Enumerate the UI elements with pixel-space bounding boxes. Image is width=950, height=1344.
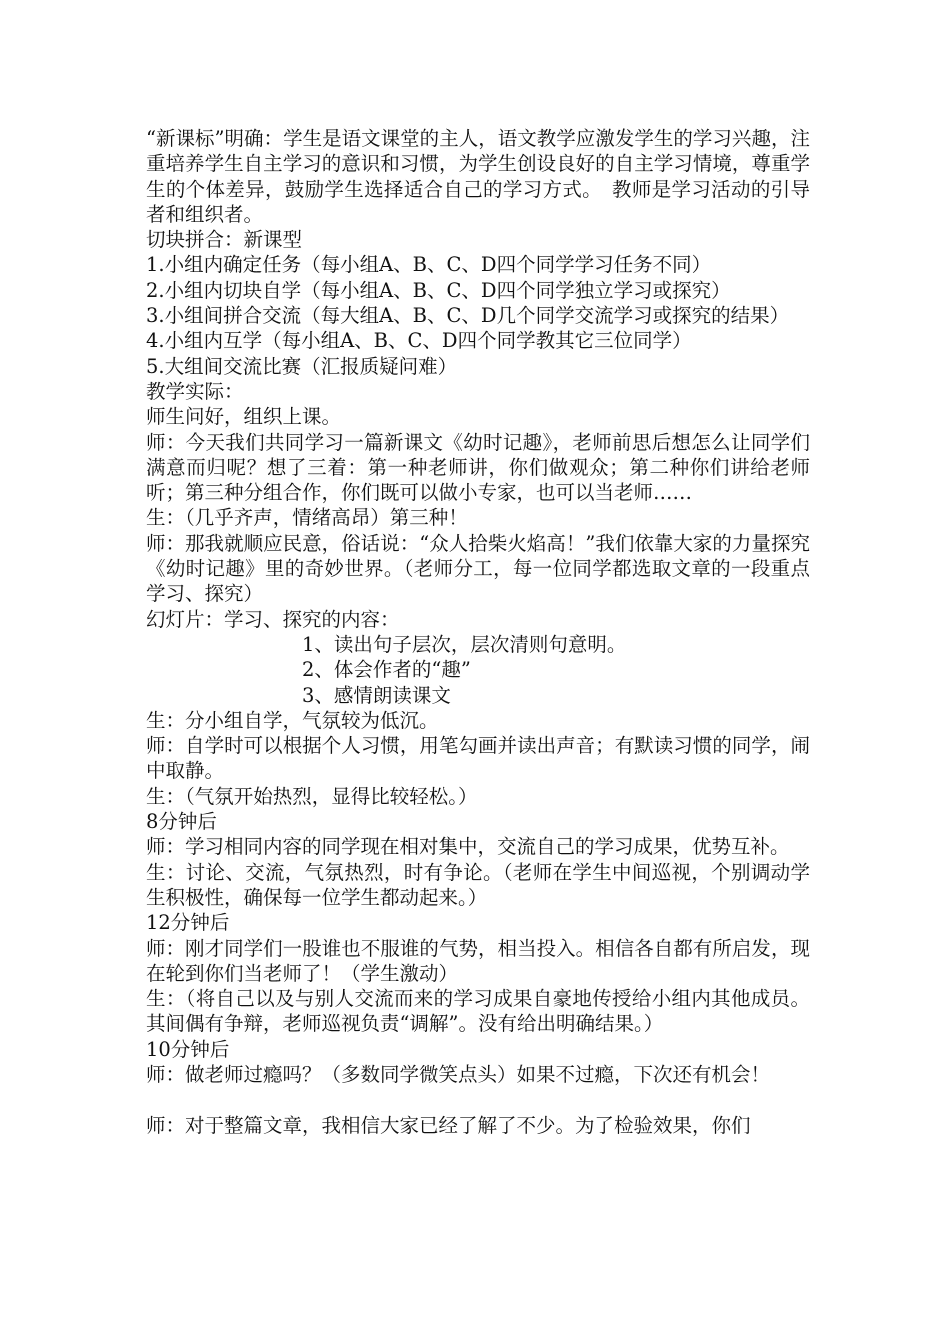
- paragraph: 教学实际：: [146, 379, 244, 403]
- paragraph: [146, 1087, 810, 1112]
- slide-list-item: 2、体会作者的“趣”: [302, 658, 471, 682]
- paragraph: 师：对于整篇文章，我相信大家已经了解了不少。为了检验效果，你们: [146, 1113, 751, 1137]
- paragraph: 生：（几乎齐声，情绪高昂）第三种！: [146, 506, 468, 530]
- paragraph: 师：那我就顺应民意，俗话说：“众人拾柴火焰高！”我们依靠大家的力量探究《幼时记趣》里的奇妙世界。（老师分工，每一位同学都选取文章的一段重点学习、探究）: [146, 531, 810, 606]
- paragraph: 1.小组内确定任务（每小组A、B、C、D四个同学学习任务不同）: [146, 253, 712, 277]
- paragraph: 12分钟后: [146, 911, 230, 935]
- paragraph: 3.小组间拼合交流（每大组A、B、C、D几个同学交流学习或探究的结果）: [146, 304, 790, 328]
- paragraph: 师：刚才同学们一股谁也不服谁的气势，相当投入。相信各自都有所启发，现在轮到你们当老师了！（学生激动）: [146, 936, 810, 985]
- slide-list-item: 1、读出句子层次，层次清则句意明。: [302, 632, 627, 656]
- paragraph: 师：今天我们共同学习一篇新课文《幼时记趣》，老师前思后想怎么让同学们满意而归呢？想了三着：第一种老师讲，你们做观众；第二种你们讲给老师听；第三种分组合作，你们既可以做小专家，也可以当老师……: [146, 430, 810, 505]
- paragraph: 5.大组间交流比赛（汇报质疑问难）: [146, 354, 458, 378]
- paragraph: 师：自学时可以根据个人习惯，用笔勾画并读出声音；有默读习惯的同学，闹中取静。: [146, 734, 810, 783]
- paragraph: 切块拼合：新课型: [146, 228, 303, 252]
- paragraph: 师生问好，组织上课。: [146, 405, 342, 429]
- paragraph: 4.小组内互学（每小组A、B、C、D四个同学教其它三位同学）: [146, 329, 692, 353]
- document-body: [146, 126, 810, 1138]
- paragraph: 生：（将自己以及与别人交流而来的学习成果自豪地传授给小组内其他成员。其间偶有争辩，老师巡视负责“调解”。没有给出明确结果。）: [146, 987, 810, 1036]
- slide-list-item: 3、感情朗读课文: [302, 683, 451, 707]
- paragraph: 2.小组内切块自学（每小组A、B、C、D四个同学独立学习或探究）: [146, 278, 731, 302]
- paragraph: “新课标”明确：学生是语文课堂的主人，语文教学应激发学生的学习兴趣，注重培养学生自主学习的意识和习惯，为学生创设良好的自主学习情境，尊重学生的个体差异，鼓励学生选择适合自己的学习方式。 教师是学习活动的引导者和组织者。: [146, 127, 810, 226]
- paragraph: 师：做老师过瘾吗？（多数同学微笑点头）如果不过瘾，下次还有机会！: [146, 1062, 771, 1086]
- paragraph: 8分钟后: [146, 810, 217, 834]
- paragraph: 师：学习相同内容的同学现在相对集中，交流自己的学习成果，优势互补。: [146, 835, 790, 859]
- paragraph: 生：讨论、交流，气氛热烈，时有争论。（老师在学生中间巡视，个别调动学生积极性，确保每一位学生都动起来。）: [146, 860, 810, 909]
- paragraph: 生：（气氛开始热烈，显得比较轻松。）: [146, 784, 478, 808]
- paragraph: 生：分小组自学，气氛较为低沉。: [146, 708, 439, 732]
- paragraph: 10分钟后: [146, 1037, 230, 1061]
- paragraph: 幻灯片：学习、探究的内容：: [146, 607, 400, 631]
